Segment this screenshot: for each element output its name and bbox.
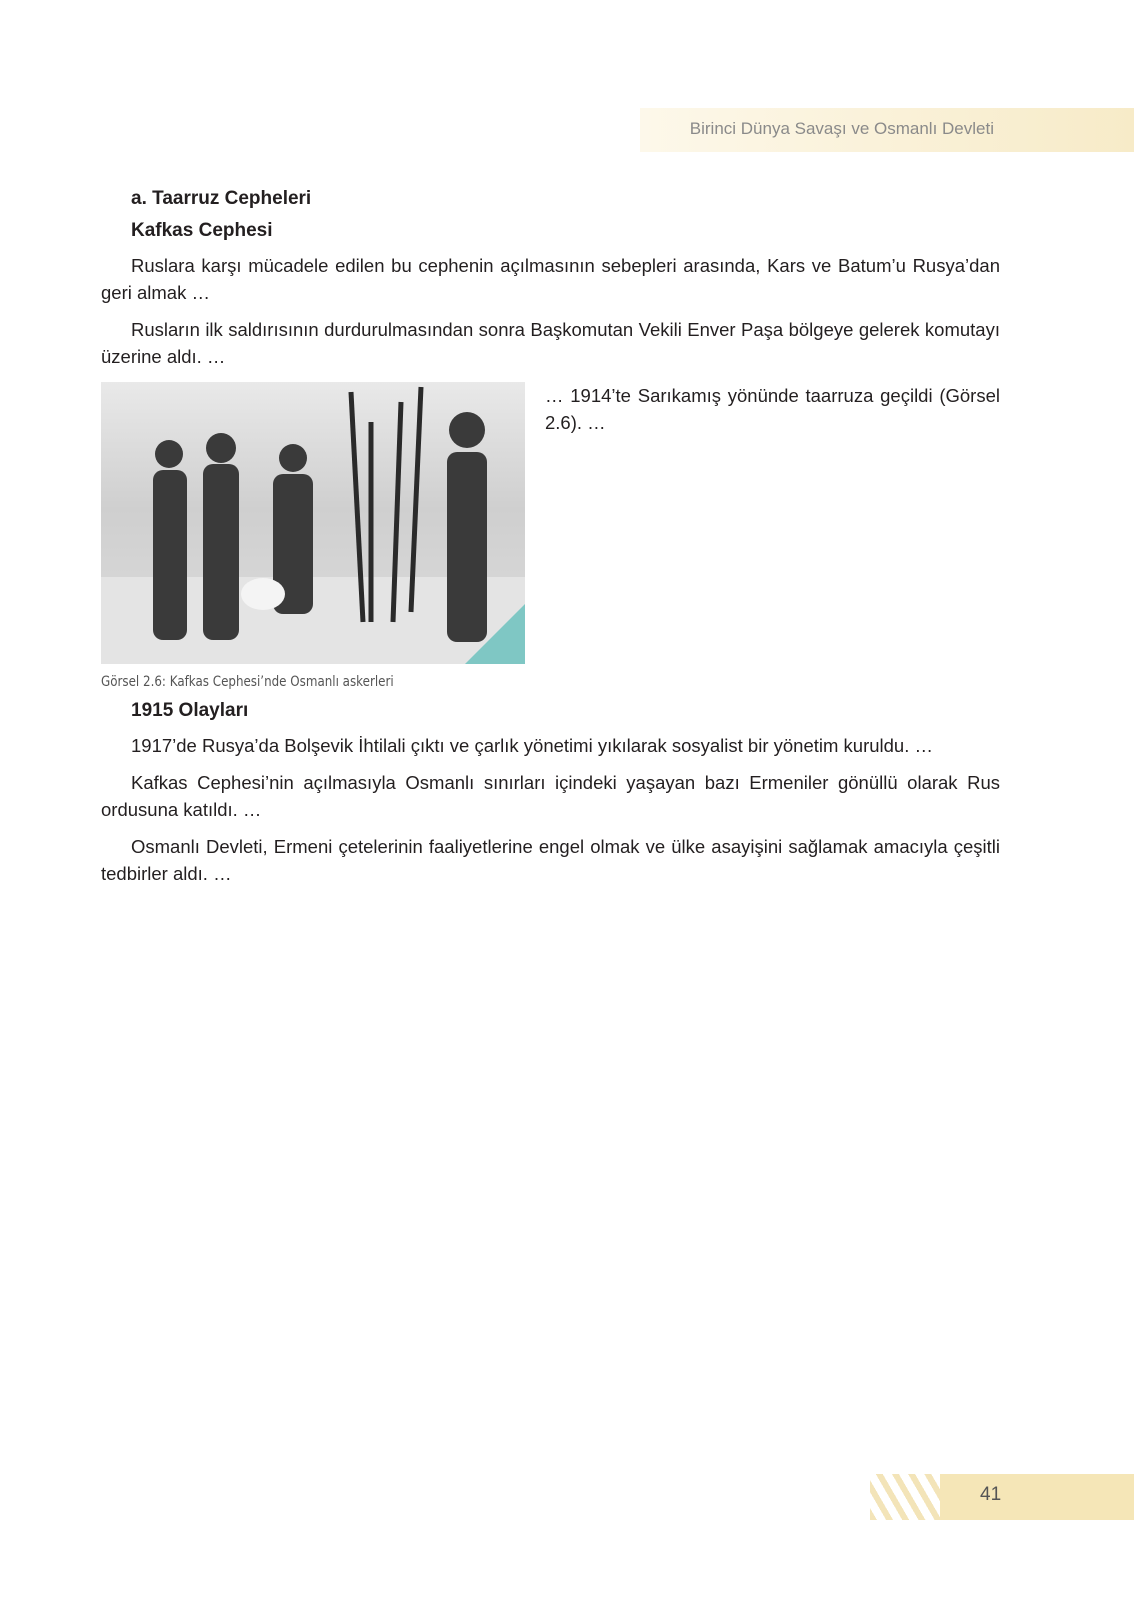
paragraph: Kafkas Cephesi’nin açılmasıyla Osmanlı sınırları içindeki yaşayan bazı Ermeniler gönüllü olarak Rus ordusuna katıldı. … [101,772,1000,820]
page-number: 41 [980,1484,1002,1505]
figure-block [101,382,1000,690]
figure [101,382,525,690]
subsection-heading: Kafkas Cephesi [131,220,273,241]
subsection-heading: 1915 Olayları [131,700,249,721]
paragraph: Rusların ilk saldırısının durdurulmasından sonra Başkomutan Vekili Enver Paşa bölgeye gelerek komutayı üzerine aldı. … [101,319,1000,367]
section-heading: a. Taarruz Cepheleri [131,188,312,209]
photo-corner-accent [465,604,525,664]
running-header: Birinci Dünya Savaşı ve Osmanlı Devleti [689,119,994,138]
page-number-band-fill [940,1474,1134,1520]
paragraph: Osmanlı Devleti, Ermeni çetelerinin faaliyetlerine engel olmak ve ülke asayişini sağlamak amacıyla çeşitli tedbirler aldı. … [101,836,1000,884]
figure-caption: Görsel 2.6: Kafkas Cephesi’nde Osmanlı askerleri [101,674,394,690]
page-content [101,188,1000,897]
historical-photo [101,382,525,664]
photo-illustration [101,382,525,664]
paragraph: 1917’de Rusya’da Bolşevik İhtilali çıktı ve çarlık yönetimi yıkılarak sosyalist bir yönetim kuruldu. … [131,735,933,756]
paragraph-wrapped: … 1914’te Sarıkamış yönünde taarruza geçildi (Görsel 2.6). … [545,385,1000,433]
paragraph: Ruslara karşı mücadele edilen bu cephenin açılmasının sebepleri arasında, Kars ve Batum’u Rusya’dan geri almak … [101,255,1000,303]
